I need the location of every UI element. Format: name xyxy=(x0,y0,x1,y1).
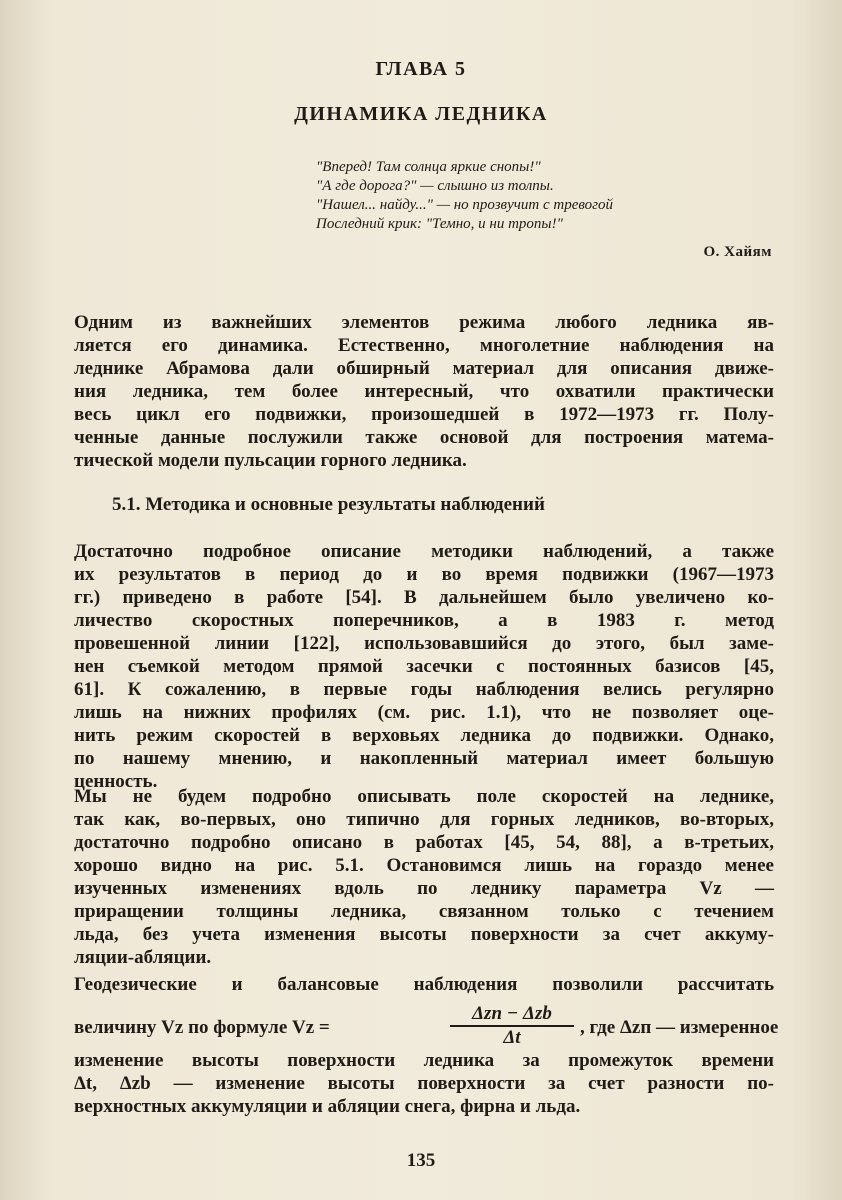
text-line: изменение высоты поверхности ледника за промежуток времени xyxy=(74,1050,774,1071)
text-line: хорошо видно на рис. 5.1. Остановимся лишь на гораздо менее xyxy=(74,855,774,876)
text-line: лишь на нижних профилях (см. рис. 1.1), что не позволяет оце- xyxy=(74,702,774,723)
epigraph-line: "А где дорога?" — слышно из толпы. xyxy=(316,178,554,194)
formula-explanation xyxy=(74,1049,774,1118)
geodesic-paragraph xyxy=(74,973,774,996)
results-paragraph xyxy=(74,785,774,969)
intro-paragraph xyxy=(74,311,774,472)
epigraph-line: "Нашел... найду..." — но прозвучит с тревогой xyxy=(316,197,614,213)
chapter-label: ГЛАВА 5 xyxy=(375,58,467,80)
text-line: личество скоростных поперечников, а в 1983 г. метод xyxy=(74,610,774,631)
formula-tail: , где Δzп — измеренное xyxy=(580,1017,779,1038)
chapter-title: ДИНАМИКА ЛЕДНИКА xyxy=(294,103,548,125)
text-line: по нашему мнению, и накопленный материал имеет большую xyxy=(74,748,774,769)
formula-line xyxy=(74,1003,779,1048)
text-line: Мы не будем подробно описывать поле скоростей на леднике, xyxy=(74,786,774,807)
text-line: ляции-абляции. xyxy=(74,947,212,968)
epigraph-author: О. Хайям xyxy=(703,244,772,260)
text-line: льда, без учета изменения высоты поверхности за счет аккуму- xyxy=(74,924,774,945)
text-line: тической модели пульсации горного ледника. xyxy=(74,450,467,471)
text-line: их результатов в период до и во время подвижки (1967—1973 xyxy=(74,564,774,585)
page-number: 135 xyxy=(406,1150,436,1171)
text-line: Δt, Δzb — изменение высоты поверхности за счет разности по- xyxy=(74,1073,774,1094)
epigraph xyxy=(316,158,766,234)
epigraph-line: "Вперед! Там солнца яркие снопы!" xyxy=(316,159,541,175)
text-line: весь цикл его подвижки, произошедшей в 1972—1973 гг. Полу- xyxy=(74,404,774,425)
text-line: так как, во-первых, оно типично для горных ледников, во-вторых, xyxy=(74,809,774,830)
methods-paragraph xyxy=(74,540,774,793)
text-line: приращении толщины ледника, связанном только с течением xyxy=(74,901,774,922)
text-line: провешенной линии [122], использовавшийся до этого, был заме- xyxy=(74,633,774,654)
text-line: нен съемкой методом прямой засечки с постоянных базисов [45, xyxy=(74,656,774,677)
text-line: Одним из важнейших элементов режима любого ледника яв- xyxy=(74,312,774,333)
text-line: леднике Абрамова дали обширный материал для описания движе- xyxy=(74,358,774,379)
text-line: достаточно подробно описано в работах [45, 54, 88], а в-третьих, xyxy=(74,832,774,853)
section-heading: 5.1. Методика и основные результаты наблюдений xyxy=(112,494,545,515)
text-line: ценность. xyxy=(74,771,158,792)
formula-numerator: Δzп − Δzb xyxy=(472,1003,552,1024)
text-line: 61]. К сожалению, в первые годы наблюдения велись регулярно xyxy=(74,679,774,700)
text-line: ния ледника, тем более интересный, что охватили практически xyxy=(74,381,774,402)
formula-lead: величину Vz по формуле Vz = xyxy=(74,1017,330,1038)
formula-fraction xyxy=(446,1003,578,1049)
epigraph-line: Последний крик: "Темно, и ни тропы!" xyxy=(316,216,563,232)
text-line: ченные данные послужили также основой для построения матема- xyxy=(74,427,774,448)
text-line: гг.) приведено в работе [54]. В дальнейшем было увеличено ко- xyxy=(74,587,774,608)
text-line: Достаточно подробное описание методики наблюдений, а также xyxy=(74,541,774,562)
text-line: изученных изменениях вдоль по леднику параметра Vz — xyxy=(74,878,774,899)
text-line: нить режим скоростей в верховьях ледника до подвижки. Однако, xyxy=(74,725,774,746)
text-line: Геодезические и балансовые наблюдения позволили рассчитать xyxy=(74,974,774,995)
formula-denominator: Δt xyxy=(503,1027,521,1048)
text-line: ляется его динамика. Естественно, многолетние наблюдения на xyxy=(74,335,774,356)
text-line: верхностных аккумуляции и абляции снега, фирна и льда. xyxy=(74,1096,581,1117)
